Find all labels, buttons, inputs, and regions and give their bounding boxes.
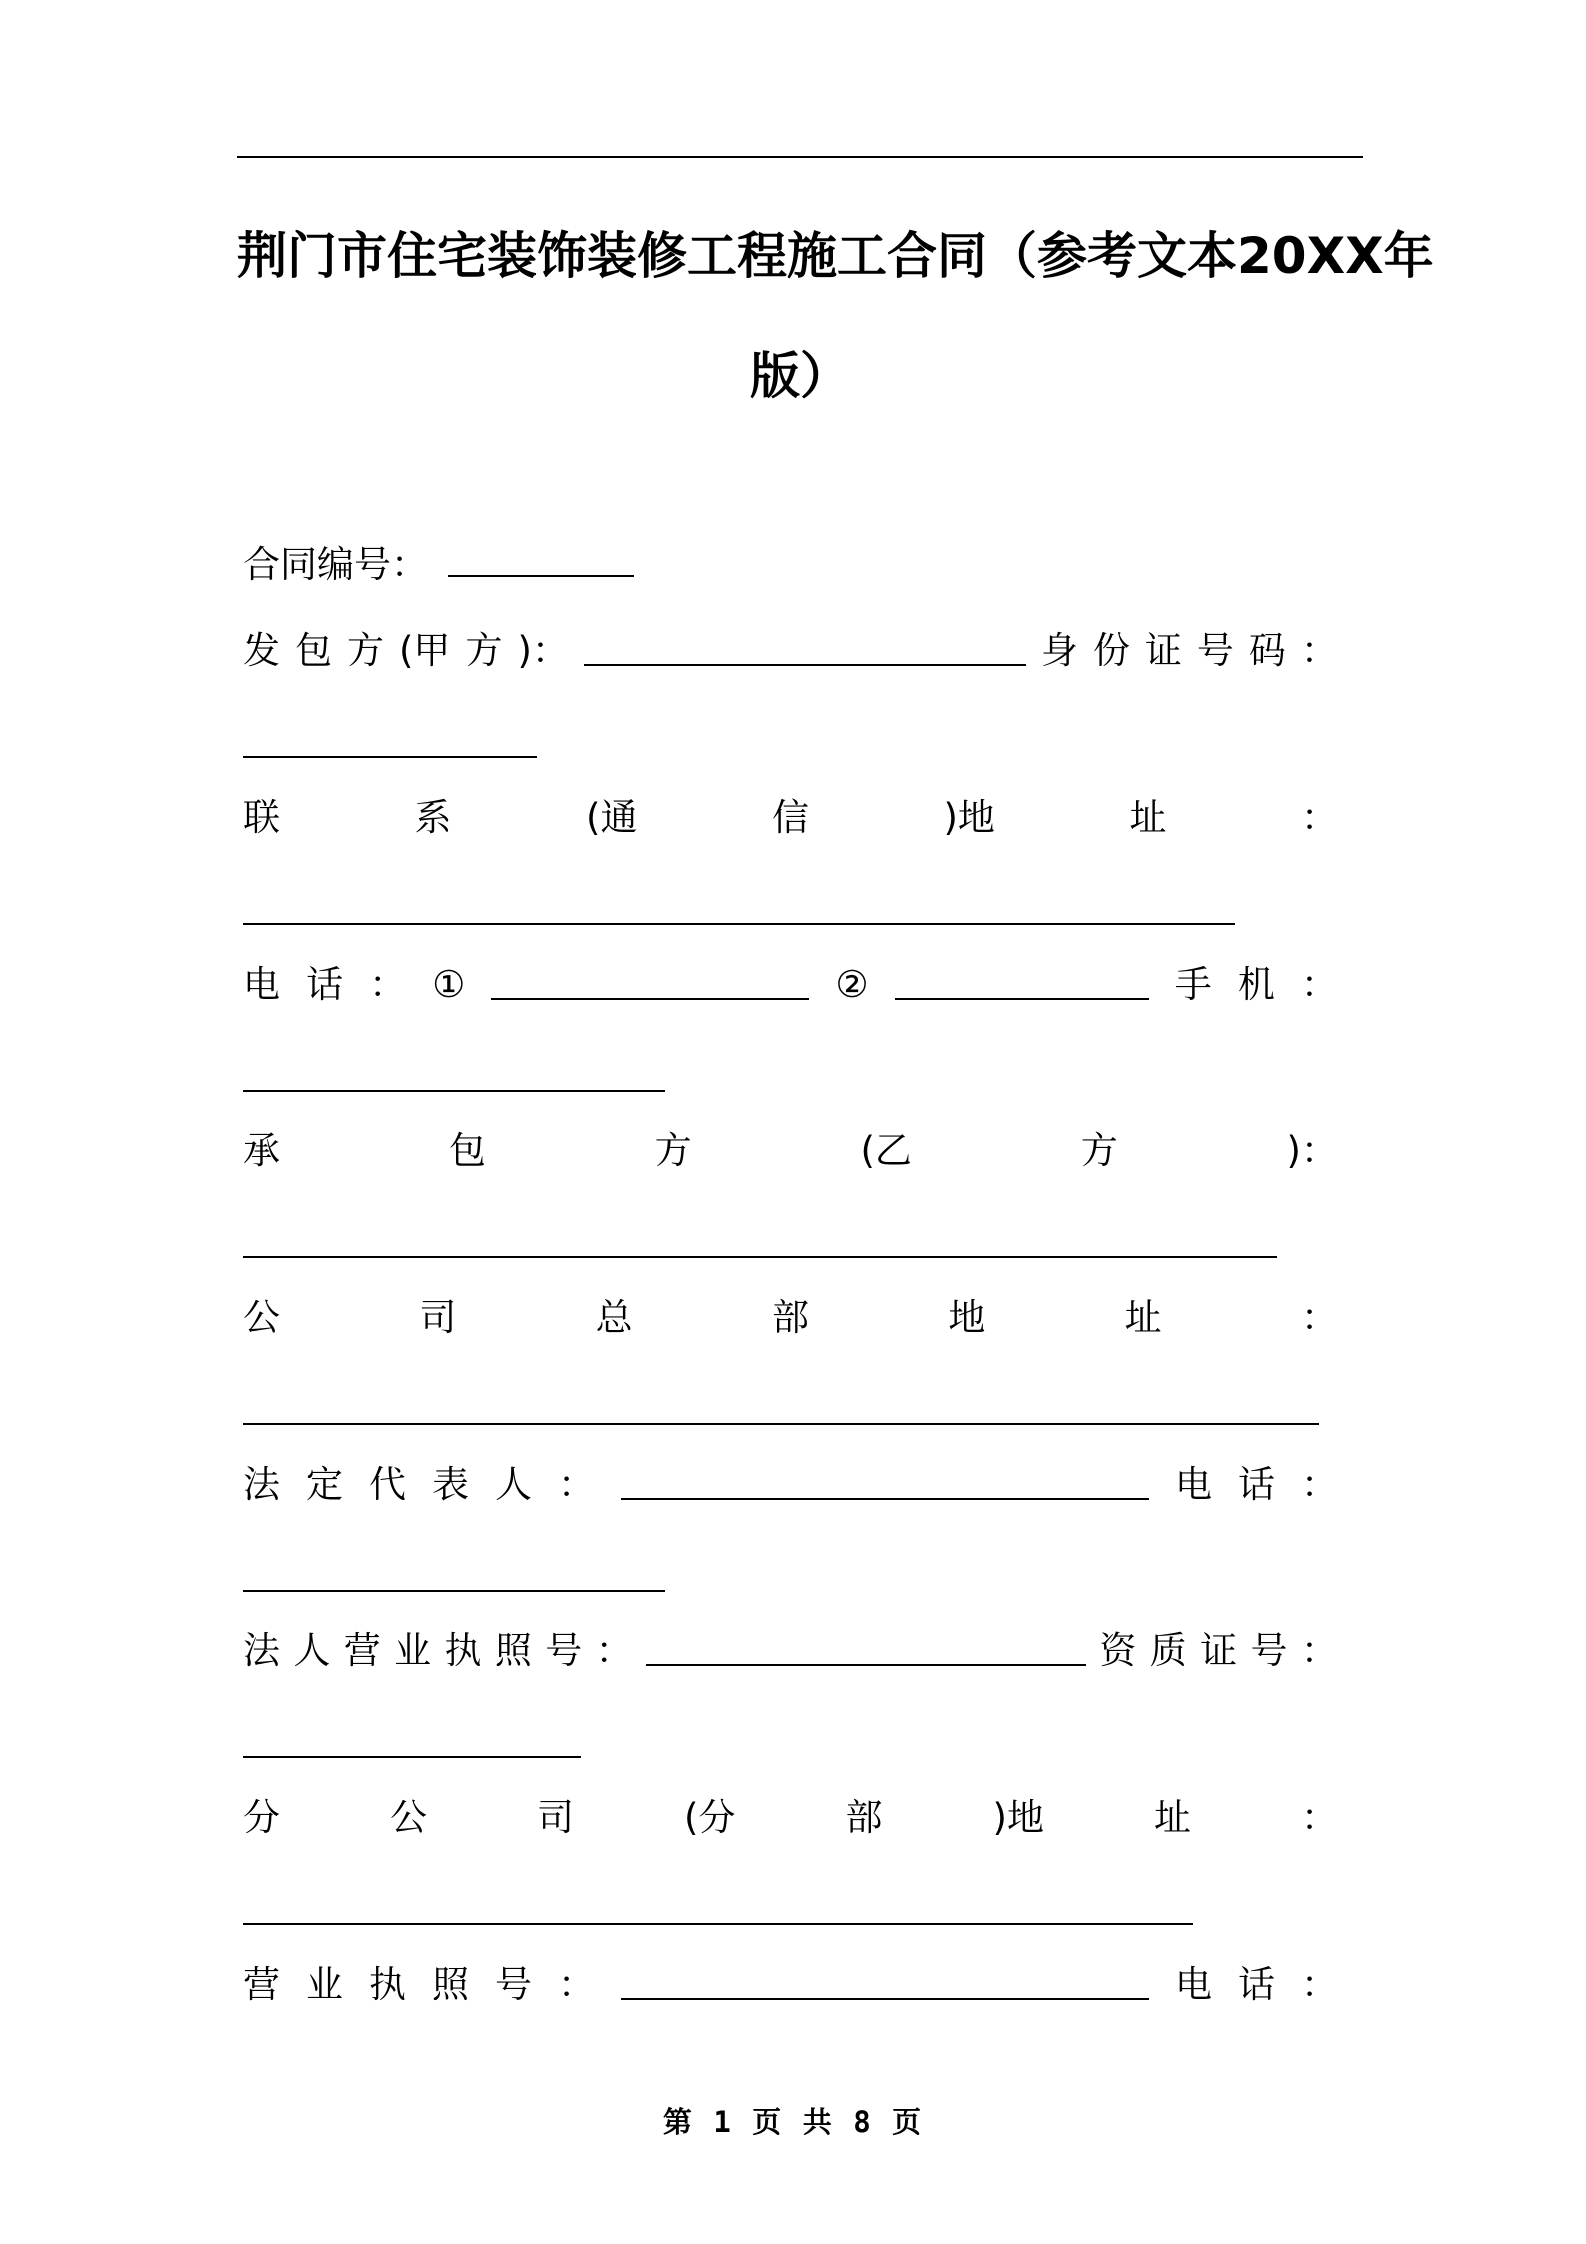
legal-rep-phone-blank[interactable] — [243, 1590, 665, 1592]
license-blank[interactable] — [646, 1636, 1086, 1666]
hq-address-char: 部 — [771, 1296, 809, 1339]
license-char: ： — [1300, 1629, 1338, 1672]
party-a-id-blank[interactable] — [243, 756, 537, 758]
party-b-char: (乙 — [860, 1129, 912, 1172]
business-license-char: 号 — [495, 1963, 532, 2006]
contact-address-char: 信 — [771, 796, 809, 839]
branch-address-blank[interactable] — [243, 1923, 1193, 1925]
legal-rep-char: 法 — [243, 1463, 280, 1506]
phone-char: 手 — [1174, 963, 1212, 1006]
party-a-char: )： — [517, 629, 569, 672]
party-a-char: 方 — [347, 629, 384, 672]
contract-number-row — [243, 540, 634, 590]
party-a-char: (甲 — [399, 629, 451, 672]
party-a-char: 码 — [1248, 629, 1286, 672]
license-char: 执 — [444, 1629, 482, 1672]
contact-address-char: 系 — [414, 796, 452, 839]
license-char: 证 — [1200, 1629, 1238, 1672]
party-a-char: ： — [1300, 629, 1338, 672]
hq-address-char: 总 — [595, 1296, 633, 1339]
legal-rep-row — [243, 1460, 1338, 1510]
phone-char: ： — [1300, 963, 1338, 1006]
license-char: 照 — [494, 1629, 532, 1672]
branch-address-char: (分 — [684, 1796, 736, 1839]
phone-char: ： — [369, 963, 407, 1006]
license-char: 号 — [545, 1629, 583, 1672]
legal-rep-char: ： — [1301, 1463, 1338, 1506]
legal-rep-char: 定 — [306, 1463, 343, 1506]
document-title-line-2: 版） — [750, 347, 850, 405]
party-b-char: 方 — [654, 1129, 692, 1172]
business-license-blank[interactable] — [621, 1970, 1149, 2000]
party-b-row — [243, 1126, 1338, 1176]
contact-address-char: ： — [1300, 796, 1338, 839]
branch-address-char: 司 — [537, 1796, 575, 1839]
party-b-char: )： — [1286, 1129, 1338, 1172]
legal-rep-char: 电 — [1175, 1463, 1212, 1506]
party-a-row — [243, 626, 1338, 676]
hq-address-char: ： — [1300, 1296, 1338, 1339]
party-b-char: 承 — [243, 1129, 280, 1172]
license-row — [243, 1626, 1338, 1676]
page-number: 第 1 页 共 8 页 — [662, 2105, 924, 2139]
business-license-char: 执 — [369, 1963, 406, 2006]
party-b-blank[interactable] — [243, 1256, 1277, 1258]
business-license-char: ： — [1301, 1963, 1338, 2006]
party-b-char: 包 — [448, 1129, 486, 1172]
business-license-char: 营 — [243, 1963, 280, 2006]
hq-address-char: 址 — [1124, 1296, 1162, 1339]
legal-rep-char: 话 — [1238, 1463, 1275, 1506]
phone-char: 机 — [1237, 963, 1275, 1006]
hq-address-char: 地 — [948, 1296, 986, 1339]
branch-address-char: 部 — [845, 1796, 883, 1839]
license-char: ： — [595, 1629, 633, 1672]
phone-char: ① — [432, 963, 466, 1006]
legal-rep-char: 表 — [432, 1463, 469, 1506]
branch-address-char: 址 — [1153, 1796, 1191, 1839]
party-a-char: 发 — [243, 629, 280, 672]
legal-rep-char: 代 — [369, 1463, 406, 1506]
business-license-char: 话 — [1238, 1963, 1275, 2006]
contact-address-char: 联 — [243, 796, 280, 839]
phone-2-blank[interactable] — [895, 970, 1149, 1000]
party-a-char: 包 — [295, 629, 332, 672]
party-b-char: 方 — [1080, 1129, 1118, 1172]
branch-address-char: 公 — [390, 1796, 428, 1839]
branch-address-row — [243, 1793, 1338, 1843]
phone-1-blank[interactable] — [491, 970, 809, 1000]
phone-char: 话 — [306, 963, 344, 1006]
legal-rep-char: 人 — [495, 1463, 532, 1506]
license-char: 号 — [1250, 1629, 1288, 1672]
document-title-line-1: 荆门市住宅装饰装修工程施工合同（参考文本20XX年 — [237, 227, 1434, 285]
hq-address-char: 司 — [419, 1296, 457, 1339]
branch-address-char: )地 — [992, 1796, 1044, 1839]
license-char: 法 — [243, 1629, 280, 1672]
contract-number-blank[interactable] — [448, 547, 634, 577]
branch-address-char: 分 — [243, 1796, 280, 1839]
license-char: 业 — [394, 1629, 432, 1672]
hq-address-row — [243, 1293, 1338, 1343]
phone-row — [243, 960, 1338, 1010]
party-a-char: 证 — [1144, 629, 1182, 672]
contact-address-blank[interactable] — [243, 923, 1235, 925]
contract-number-label: 合同编号： — [243, 543, 428, 586]
legal-rep-char: ： — [558, 1463, 595, 1506]
license-char: 质 — [1149, 1629, 1187, 1672]
party-a-char: 方 — [465, 629, 503, 672]
business-license-char: 照 — [432, 1963, 469, 2006]
hq-address-char: 公 — [243, 1296, 280, 1339]
hq-address-blank[interactable] — [243, 1423, 1319, 1425]
business-license-char: 业 — [306, 1963, 343, 2006]
contact-address-char: )地 — [943, 796, 995, 839]
business-license-row — [243, 1960, 1338, 2010]
business-license-char: ： — [558, 1963, 595, 2006]
contact-address-row — [243, 793, 1338, 843]
phone-char: 电 — [243, 963, 280, 1006]
contact-address-char: 址 — [1129, 796, 1167, 839]
license-char: 资 — [1099, 1629, 1137, 1672]
license-char: 人 — [293, 1629, 331, 1672]
business-license-char: 电 — [1175, 1963, 1212, 2006]
license-char: 营 — [343, 1629, 381, 1672]
legal-rep-blank[interactable] — [621, 1470, 1149, 1500]
branch-address-char: ： — [1300, 1796, 1338, 1839]
mobile-blank[interactable] — [243, 1090, 665, 1092]
party-a-name-blank[interactable] — [584, 636, 1026, 666]
header-rule — [237, 156, 1363, 158]
phone-char: ② — [835, 963, 869, 1006]
party-a-char: 身 — [1040, 629, 1078, 672]
party-a-char: 份 — [1092, 629, 1130, 672]
party-a-char: 号 — [1196, 629, 1234, 672]
qualification-blank[interactable] — [243, 1756, 581, 1758]
contact-address-char: (通 — [586, 796, 638, 839]
